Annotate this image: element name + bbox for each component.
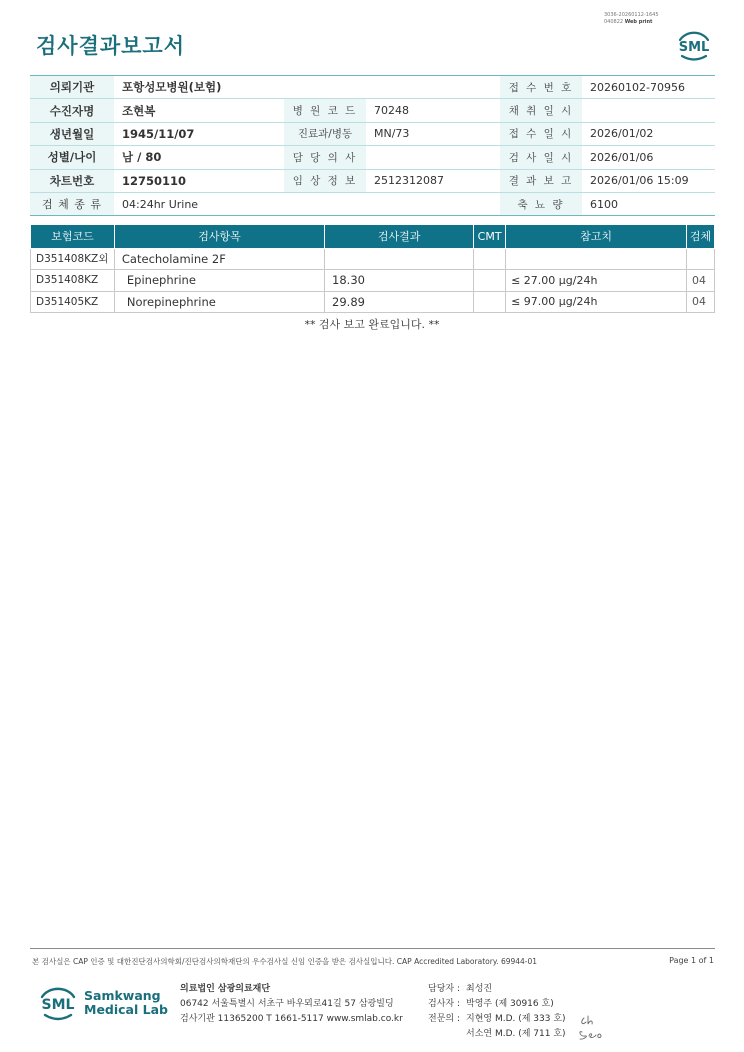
print-meta [604, 12, 659, 26]
page-number: Page 1 of 1 [669, 956, 714, 965]
test-date-label: 검 사 일 시 [500, 146, 582, 169]
clinical-value: 2512312087 [366, 169, 500, 192]
report-date-value: 2026/01/06 15:09 [582, 169, 715, 192]
signature-mark [576, 1010, 616, 1042]
brand-line2: Medical Lab [84, 1002, 168, 1017]
svg-text:SML: SML [41, 997, 75, 1013]
row-code: D351408KZ [31, 270, 115, 292]
collect-date-label: 채 취 일 시 [500, 99, 582, 122]
print-label: Web print [624, 19, 653, 25]
row-ref: ≤ 27.00 μg/24h [506, 270, 687, 292]
request-org-label: 의뢰기관 [30, 76, 114, 99]
table-row [31, 248, 715, 270]
row-specimen: 04 [686, 270, 714, 292]
results-table [30, 225, 715, 313]
corp-address: 06742 서울특별시 서초구 바우뫼로41길 57 삼광빌딩 [180, 999, 394, 1009]
staff-value: 최성진 [466, 984, 493, 994]
sex-age-value: 남 / 80 [114, 146, 284, 169]
row-specimen [686, 248, 714, 270]
hospital-code-value: 70248 [366, 99, 500, 122]
staff-label: 전문의 : [428, 1014, 460, 1024]
row-specimen: 04 [686, 291, 714, 313]
col-header-result: 검사결과 [325, 225, 474, 248]
staff-value: 지현영 M.D. (제 333 호) [466, 1014, 566, 1024]
staff-row [428, 997, 566, 1012]
staff-row [428, 982, 566, 997]
clinical-label: 임 상 정 보 [284, 169, 366, 192]
hospital-code-label: 병 원 코 드 [284, 99, 366, 122]
col-header-cmt: CMT [474, 225, 506, 248]
row-result: 29.89 [325, 291, 474, 313]
staff-label: 담당자 : [428, 984, 460, 994]
collect-date-value [582, 99, 715, 122]
info-row [30, 192, 715, 215]
doctor-label: 담 당 의 사 [284, 146, 366, 169]
col-header-specimen: 검체 [686, 225, 714, 248]
urine-vol-label: 축 뇨 량 [500, 192, 582, 215]
row-item: Epinephrine [114, 270, 324, 292]
receipt-no-label: 접 수 번 호 [500, 76, 582, 99]
staff-value: 서소연 M.D. (제 711 호) [466, 1029, 566, 1039]
corp-contact: 검사기관 11365200 T 1661-5117 www.smlab.co.kr [180, 1014, 403, 1024]
row-ref [506, 248, 687, 270]
brand-line1: Samkwang [84, 988, 161, 1003]
dept-value: MN/73 [366, 122, 500, 145]
row-result [325, 248, 474, 270]
sml-logo-icon [674, 26, 714, 64]
patient-value: 조현복 [114, 99, 284, 122]
col-header-code: 보험코드 [31, 225, 115, 248]
row-cmt [474, 248, 506, 270]
print-code: 040822 [604, 19, 624, 25]
row-code: D351405KZ [31, 291, 115, 313]
accreditation-note: 본 검사실은 CAP 인증 및 대한진단검사의학회/진단검사의학재단의 우수검사실 신임 인증을 받은 검사실입니다. CAP Accredited Laboratory. 69944-01 [32, 957, 538, 966]
specimen-value: 04:24hr Urine [114, 192, 500, 215]
receipt-no-value: 20260102-70956 [582, 76, 715, 99]
report-complete-note: ** 검사 보고 완료입니다. ** [304, 318, 440, 331]
dept-label: 진료과/병동 [284, 122, 366, 145]
row-code: D351408KZ외 [31, 248, 115, 270]
specimen-label: 검 체 종 류 [30, 192, 114, 215]
urine-vol-value: 6100 [582, 192, 715, 215]
corporation-info [180, 982, 403, 1027]
info-row [30, 76, 715, 99]
sml-logo-icon [36, 982, 80, 1024]
row-result: 18.30 [325, 270, 474, 292]
col-header-ref: 참고치 [506, 225, 687, 248]
row-cmt [474, 270, 506, 292]
chart-no-value: 12750110 [114, 169, 284, 192]
patient-info-table [30, 75, 715, 216]
info-row [30, 99, 715, 122]
staff-row [428, 1012, 566, 1027]
receipt-date-value: 2026/01/02 [582, 122, 715, 145]
info-row [30, 122, 715, 145]
dob-label: 생년월일 [30, 122, 114, 145]
doctor-value [366, 146, 500, 169]
chart-no-label: 차트번호 [30, 169, 114, 192]
row-ref: ≤ 97.00 μg/24h [506, 291, 687, 313]
brand-name [84, 989, 168, 1017]
results-header-row [31, 225, 715, 248]
sex-age-label: 성별/나이 [30, 146, 114, 169]
col-header-item: 검사항목 [114, 225, 324, 248]
row-item: Norepinephrine [114, 291, 324, 313]
report-date-label: 결 과 보 고 [500, 169, 582, 192]
test-date-value: 2026/01/06 [582, 146, 715, 169]
staff-value: 박영주 (제 30916 호) [466, 999, 554, 1009]
print-meta-line1: 3036-20260112-1645 [604, 12, 659, 18]
corp-name: 의료법인 삼광의료재단 [180, 984, 271, 994]
footer-divider [30, 948, 715, 949]
page-title: 검사결과보고서 [36, 34, 186, 58]
staff-label: 검사자 : [428, 999, 460, 1009]
dob-value: 1945/11/07 [114, 122, 284, 145]
staff-row [428, 1027, 566, 1042]
patient-label: 수진자명 [30, 99, 114, 122]
info-row [30, 146, 715, 169]
request-org-value: 포항성모병원(보험) [114, 76, 500, 99]
table-row [31, 291, 715, 313]
row-item: Catecholamine 2F [114, 248, 324, 270]
staff-label [428, 1027, 466, 1042]
row-cmt [474, 291, 506, 313]
info-row [30, 169, 715, 192]
table-row [31, 270, 715, 292]
receipt-date-label: 접 수 일 시 [500, 122, 582, 145]
print-meta-line2 [604, 19, 659, 26]
svg-text:SML: SML [678, 40, 710, 55]
staff-list [428, 982, 566, 1042]
